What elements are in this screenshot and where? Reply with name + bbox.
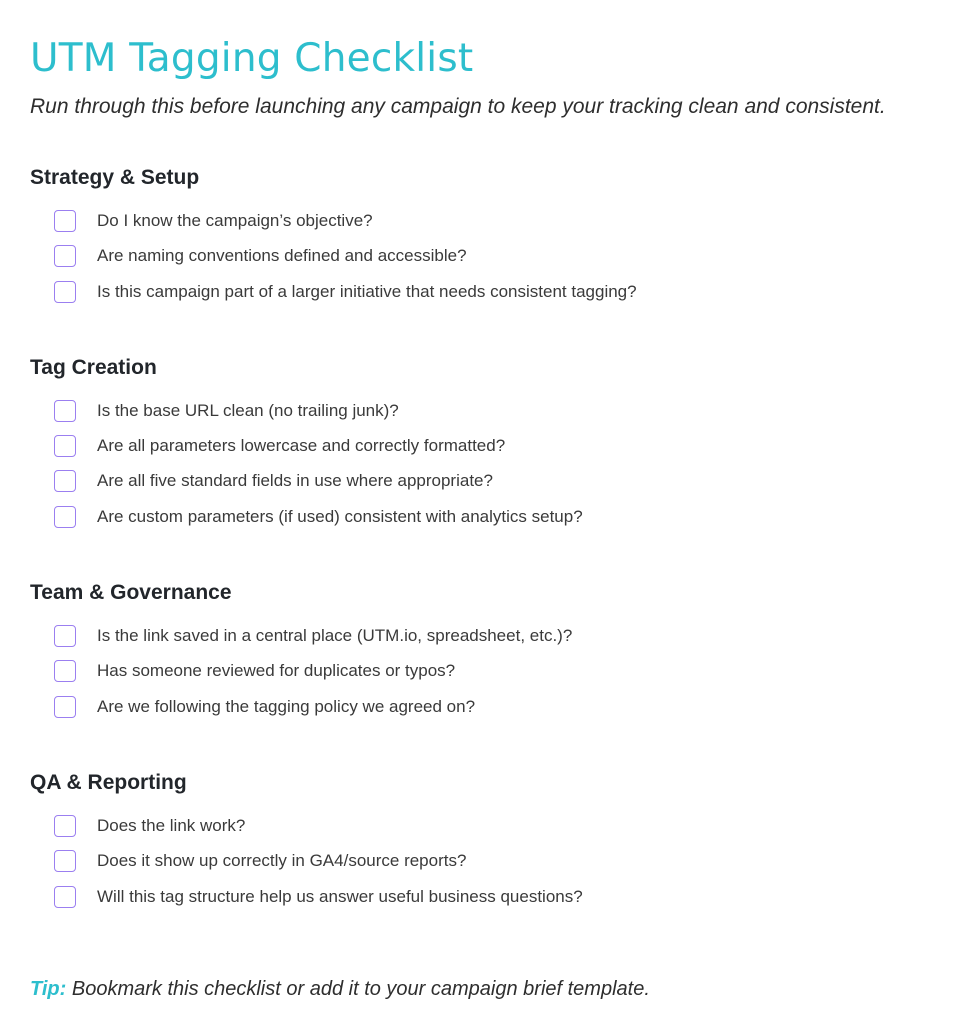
checkbox[interactable] bbox=[54, 245, 76, 267]
checkbox[interactable] bbox=[54, 400, 76, 422]
section-team-governance bbox=[30, 578, 930, 716]
page-subtitle: Run through this before launching any campaign to keep your tracking clean and consistent. bbox=[30, 95, 886, 118]
checklist-item-label: Are we following the tagging policy we agreed on? bbox=[97, 697, 476, 716]
checklist-item-label: Are custom parameters (if used) consistent with analytics setup? bbox=[97, 507, 583, 526]
checkbox[interactable] bbox=[54, 660, 76, 682]
checklist-item-label: Is the link saved in a central place (UTM.io, spreadsheet, etc.)? bbox=[97, 626, 573, 645]
section-strategy-setup bbox=[30, 163, 930, 301]
section-tag-creation bbox=[30, 353, 930, 526]
checklist-item-label: Is the base URL clean (no trailing junk)? bbox=[97, 401, 399, 420]
section-qa-reporting bbox=[30, 768, 930, 906]
checklist-item-label: Are all parameters lowercase and correctly formatted? bbox=[97, 436, 506, 455]
checklist-item-label: Are naming conventions defined and accessible? bbox=[97, 246, 467, 265]
checkbox[interactable] bbox=[54, 696, 76, 718]
checkbox[interactable] bbox=[54, 815, 76, 837]
section-heading: Strategy & Setup bbox=[30, 166, 200, 189]
tip-label: Tip: bbox=[30, 978, 67, 1000]
checkbox[interactable] bbox=[54, 506, 76, 528]
checkbox[interactable] bbox=[54, 210, 76, 232]
section-heading: Tag Creation bbox=[30, 356, 157, 379]
section-heading: Team & Governance bbox=[30, 581, 232, 604]
checklist-item-label: Has someone reviewed for duplicates or typos? bbox=[97, 661, 456, 680]
checklist-item-label: Will this tag structure help us answer useful business questions? bbox=[97, 887, 583, 906]
page-title: UTM Tagging Checklist bbox=[30, 36, 474, 81]
checkbox[interactable] bbox=[54, 281, 76, 303]
tip-text: Bookmark this checklist or add it to your campaign brief template. bbox=[66, 978, 650, 1000]
checkbox[interactable] bbox=[54, 625, 76, 647]
checkbox[interactable] bbox=[54, 470, 76, 492]
checkbox[interactable] bbox=[54, 886, 76, 908]
checklist-item-label: Does the link work? bbox=[97, 816, 246, 835]
checklist-item-label: Is this campaign part of a larger initiative that needs consistent tagging? bbox=[97, 282, 637, 301]
checklist-item-label: Does it show up correctly in GA4/source reports? bbox=[97, 851, 467, 870]
tip-note bbox=[30, 978, 650, 1001]
checkbox[interactable] bbox=[54, 850, 76, 872]
checkbox[interactable] bbox=[54, 435, 76, 457]
checklist-item-label: Do I know the campaign’s objective? bbox=[97, 211, 373, 230]
checklist-item-label: Are all five standard fields in use where appropriate? bbox=[97, 471, 493, 490]
section-heading: QA & Reporting bbox=[30, 771, 187, 794]
